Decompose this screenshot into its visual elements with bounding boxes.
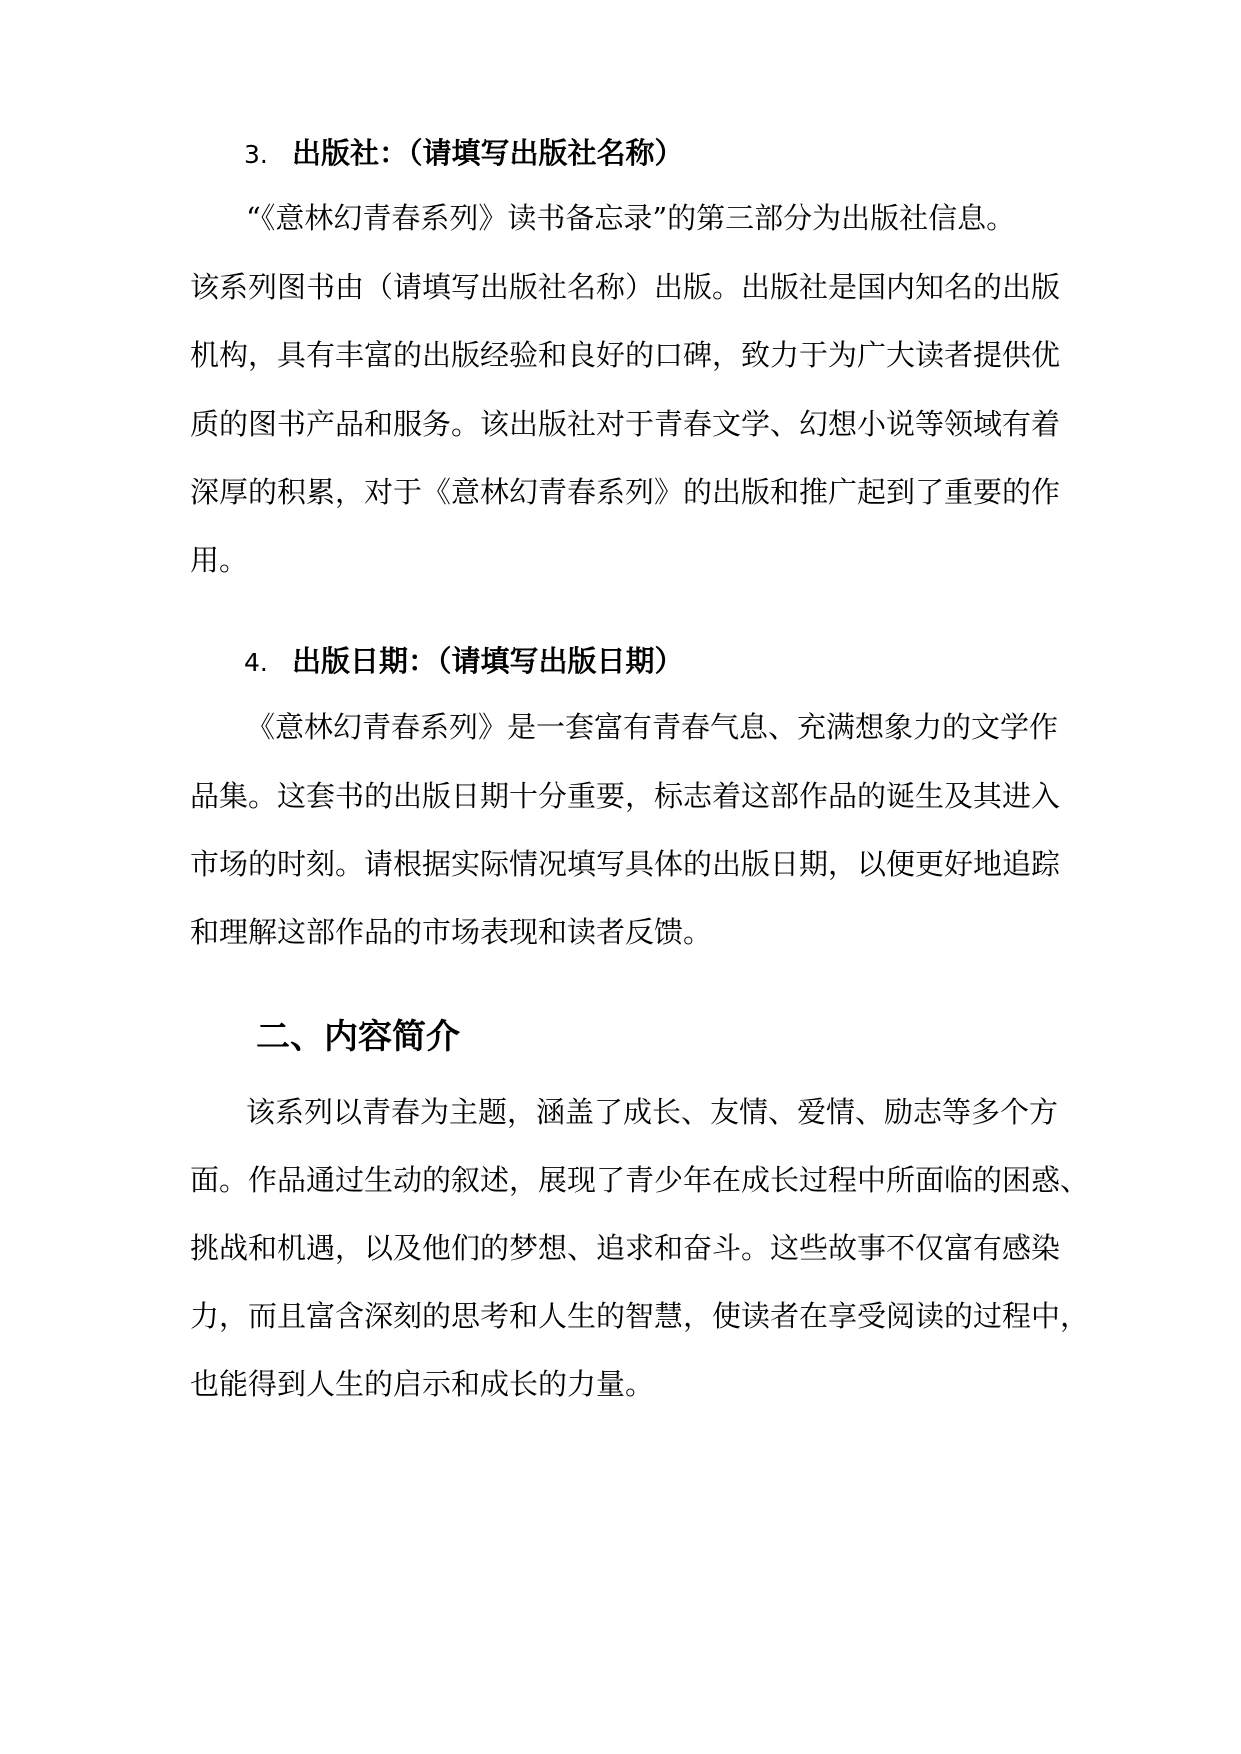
- paragraph-line: 该系列图书由（请填写出版社名称）出版。出版社是国内知名的出版: [190, 270, 1061, 304]
- section-heading-text: 出版社：（请填写出版社名称）: [292, 136, 684, 170]
- paragraph-line: 也能得到人生的启示和成长的力量。: [190, 1367, 655, 1401]
- paragraph-line: 品集。这套书的出版日期十分重要，标志着这部作品的诞生及其进入: [190, 779, 1061, 813]
- chapter-title: 二、内容简介: [256, 1017, 460, 1057]
- paragraph-line: 挑战和机遇，以及他们的梦想、追求和奋斗。这些故事不仅富有感染: [190, 1231, 1061, 1265]
- paragraph-line: 面。作品通过生动的叙述，展现了青少年在成长过程中所面临的困惑、: [190, 1163, 1090, 1197]
- paragraph-line: 质的图书产品和服务。该出版社对于青春文学、幻想小说等领域有着: [190, 407, 1061, 441]
- paragraph-line: 机构，具有丰富的出版经验和良好的口碑，致力于为广大读者提供优: [190, 338, 1061, 372]
- section-number: 3.: [244, 140, 268, 169]
- paragraph-line: 该系列以青春为主题，涵盖了成长、友情、爱情、励志等多个方: [246, 1095, 1059, 1129]
- paragraph-line: “《意林幻青春系列》读书备忘录”的第三部分为出版社信息。: [246, 201, 1016, 235]
- section-number: 4.: [244, 648, 268, 677]
- section-heading-publish-date: [244, 641, 684, 681]
- paragraph-line: 用。: [190, 543, 249, 577]
- section-heading-text: 出版日期：（请填写出版日期）: [292, 644, 684, 678]
- section-heading-publisher: [244, 133, 684, 173]
- paragraph-line: 市场的时刻。请根据实际情况填写具体的出版日期，以便更好地追踪: [190, 847, 1061, 881]
- paragraph-line: 《意林幻青春系列》是一套富有青春气息、充满想象力的文学作: [246, 710, 1059, 744]
- paragraph-line: 力，而且富含深刻的思考和人生的智慧，使读者在享受阅读的过程中，: [190, 1299, 1090, 1333]
- paragraph-line: 和理解这部作品的市场表现和读者反馈。: [190, 915, 713, 949]
- paragraph-line: 深厚的积累，对于《意林幻青春系列》的出版和推广起到了重要的作: [190, 475, 1061, 509]
